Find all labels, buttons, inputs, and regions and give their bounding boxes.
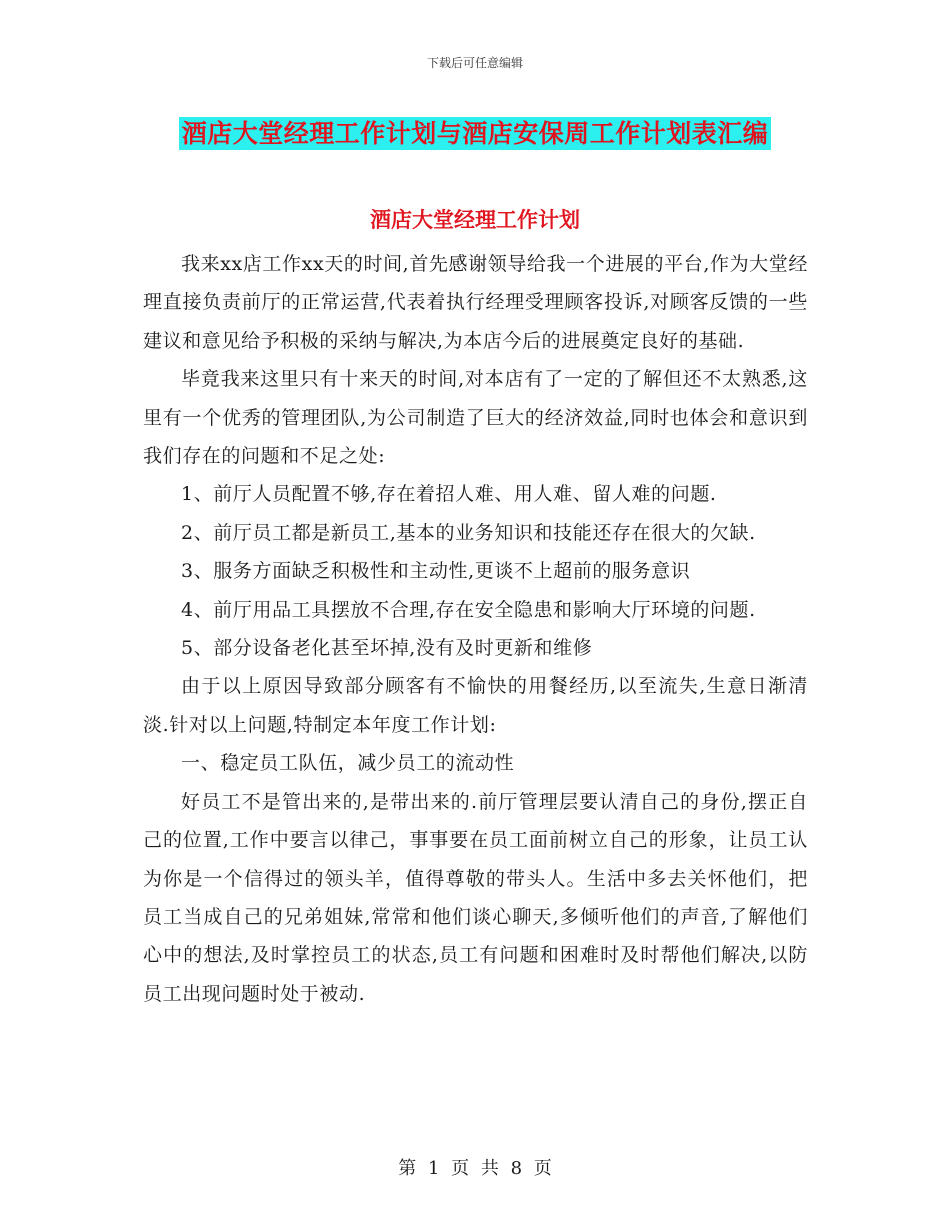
list-item: 3、服务方面缺乏积极性和主动性,更谈不上超前的服务意识: [181, 560, 691, 583]
paragraph: 我来xx店工作xx天的时间,首先感谢领导给我一个进展的平台,作为大堂经理直接负责前厅的正常运营,代表着执行经理受理顾客投诉,对顾客反馈的一些建议和意见给予积极的采纳与解决,为本店今后的进展奠定良好的基础.: [143, 253, 808, 352]
list-item: 2、前厅员工都是新员工,基本的业务知识和技能还存在很大的欠缺.: [181, 521, 756, 544]
paragraph: 好员工不是管出来的,是带出来的.前厅管理层要认清自己的身份,摆正自己的位置,工作中要言以律己，事事要在员工面前树立自己的形象，让员工认为你是一个信得过的领头羊，值得尊敬的带头人。生活中多去关怀他们，把员工当成自己的兄弟姐妹,常常和他们谈心聊天,多倾听他们的声音,了解他们心中的想法,及时掌控员工的状态,员工有问题和困难时及时帮他们解决,以防员工出现问题时处于被动.: [143, 790, 808, 1005]
list-item: 1、前厅人员配置不够,存在着招人难、用人难、留人难的问题.: [181, 483, 717, 506]
document-body: [143, 245, 808, 1013]
subheading: 一、稳定员工队伍，减少员工的流动性: [181, 752, 515, 775]
header-note: 下载后可任意编辑: [426, 56, 523, 70]
paragraph: 毕竟我来这里只有十来天的时间,对本店有了一定的了解但还不太熟悉,这里有一个优秀的管理团队,为公司制造了巨大的经济效益,同时也体会和意识到我们存在的问题和不足之处:: [143, 368, 808, 468]
section-title: 酒店大堂经理工作计划: [370, 207, 580, 232]
page-footer: 第 1 页 共 8 页: [398, 1158, 552, 1179]
document-title: [0, 114, 950, 150]
paragraph: 由于以上原因导致部分顾客有不愉快的用餐经历,以至流失,生意日渐清淡.针对以上问题,特制定本年度工作计划:: [143, 675, 808, 736]
list-item: 5、部分设备老化甚至坏掉,没有及时更新和维修: [181, 637, 593, 660]
list-item: 4、前厅用品工具摆放不合理,存在安全隐患和影响大厅环境的问题.: [181, 598, 756, 621]
document-title-text: 酒店大堂经理工作计划与酒店安保周工作计划表汇编: [179, 117, 772, 150]
